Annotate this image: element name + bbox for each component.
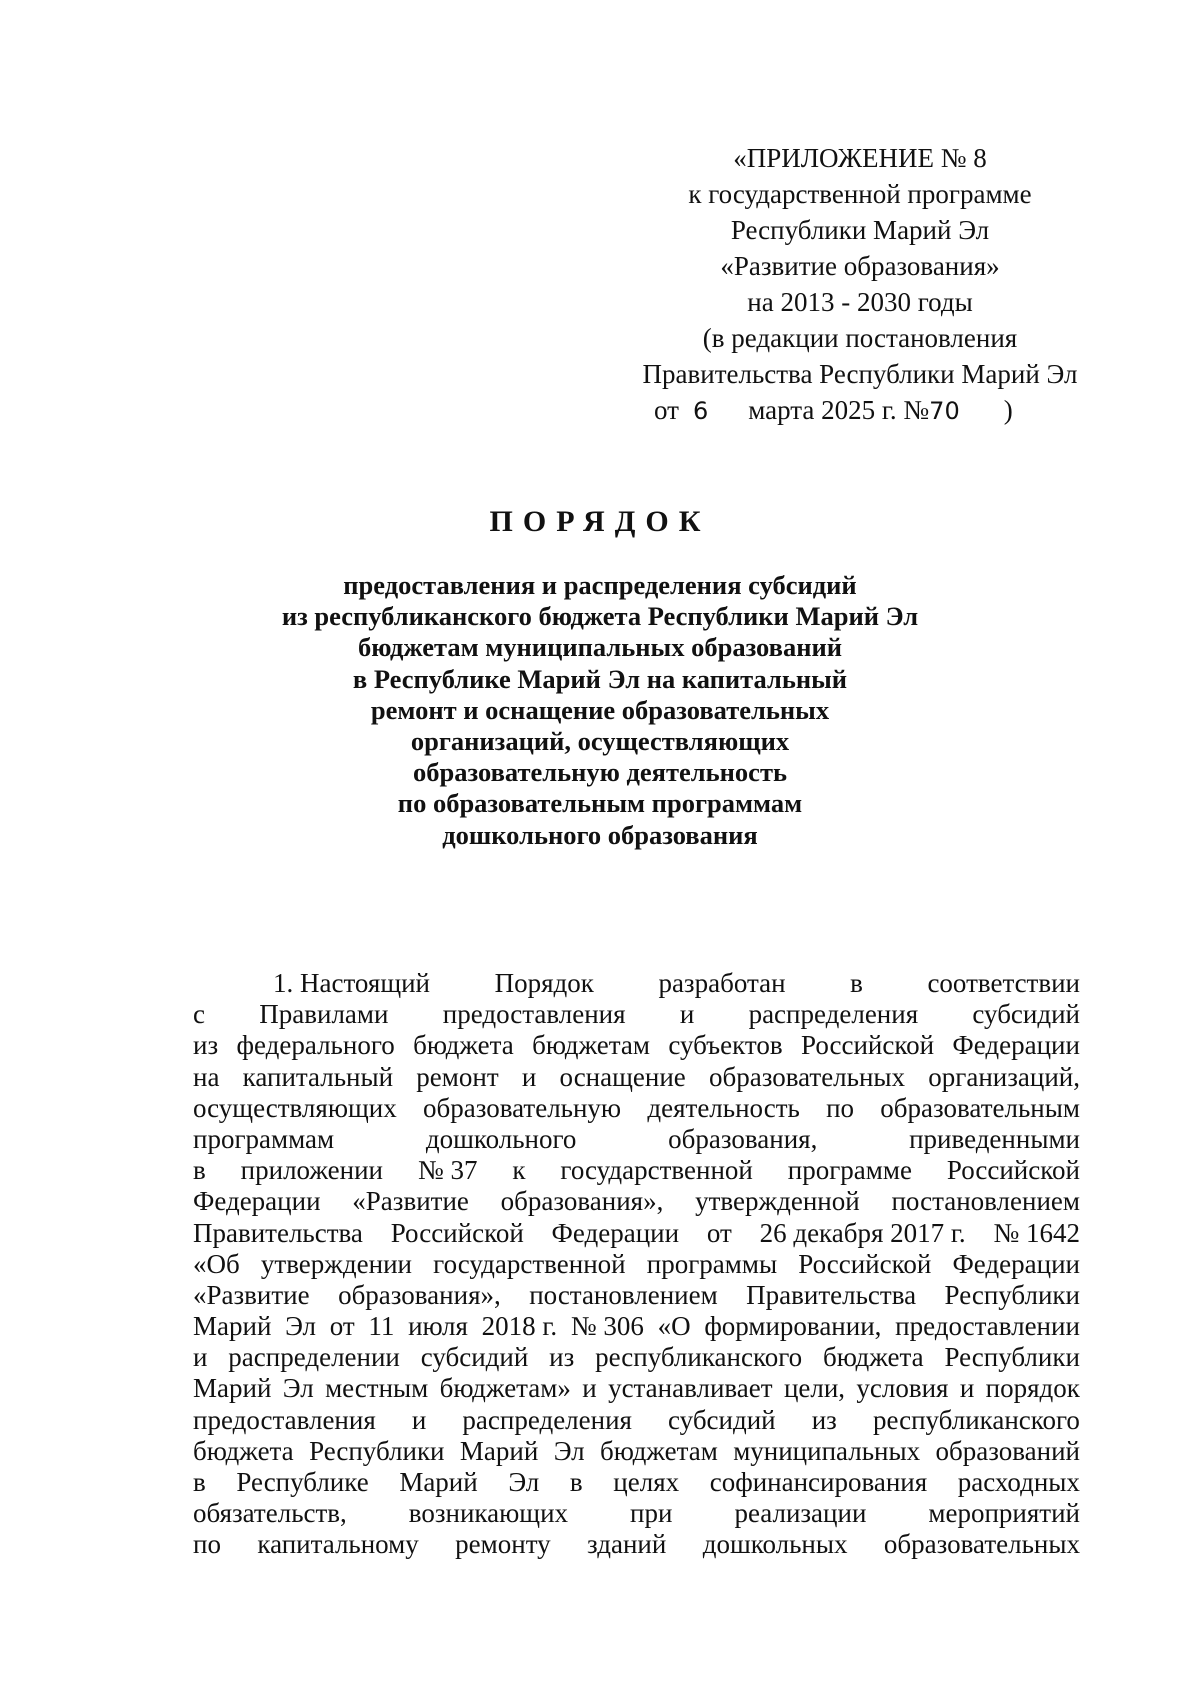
body-word: расходных	[957, 1467, 1080, 1497]
body-word: Республики	[309, 1435, 445, 1466]
body-word: от	[329, 1311, 355, 1342]
body-word: обязательств,	[193, 1498, 347, 1529]
body-word: Эл	[282, 1373, 314, 1404]
body-word: целях	[613, 1467, 680, 1497]
body-word: программе	[787, 1155, 912, 1186]
body-line	[193, 1342, 1080, 1373]
body-word: Республики	[944, 1342, 1080, 1373]
body-word: и	[521, 1061, 537, 1092]
body-word: Федерации	[952, 1030, 1080, 1061]
body-word: по	[193, 1529, 221, 1560]
body-word: при	[630, 1498, 673, 1529]
body-word: предоставления	[193, 1404, 376, 1435]
body-word: Российской	[390, 1217, 524, 1248]
body-word: субъектов	[668, 1030, 783, 1061]
body-word: Федерации	[952, 1248, 1080, 1279]
subtitle-line: по образовательным программам	[397, 788, 803, 819]
body-word: зданий	[587, 1529, 667, 1560]
body-word: Правилами	[259, 999, 389, 1030]
body-word: приведенными	[909, 1123, 1080, 1154]
body-word: софинансирования	[709, 1467, 928, 1497]
body-word: образования»,	[500, 1186, 664, 1217]
body-word: к	[512, 1155, 526, 1186]
body-word: июля	[408, 1311, 468, 1342]
body-word: Республики	[944, 1279, 1080, 1310]
appendix-line: (в редакции постановления	[702, 323, 1018, 353]
body-word: федерального	[236, 1030, 395, 1061]
body-word: осуществляющих	[193, 1092, 397, 1123]
body-word: ремонт	[416, 1061, 499, 1092]
body-word: бюджета	[193, 1435, 294, 1466]
body-word: и	[679, 999, 695, 1030]
body-word: № 1642	[993, 1217, 1080, 1248]
body-word: формировании,	[704, 1311, 882, 1342]
body-word: ремонту	[455, 1529, 551, 1560]
body-word: «Развитие	[193, 1279, 310, 1310]
body-word: соответствии	[927, 968, 1080, 998]
body-word: утверждении	[260, 1248, 413, 1279]
body-line	[193, 1498, 1080, 1529]
body-line	[193, 1405, 1080, 1436]
body-word: оснащение	[559, 1061, 686, 1092]
appendix-line: к государственной программе	[688, 179, 1032, 209]
body-line	[193, 1529, 1080, 1560]
appendix-header	[600, 140, 1120, 429]
body-word: приложении	[240, 1155, 384, 1186]
body-word: и	[193, 1342, 208, 1373]
body-line	[193, 1155, 1080, 1186]
body-word: местным	[325, 1373, 429, 1404]
body-line	[193, 1280, 1080, 1311]
body-word: образовательных	[883, 1529, 1080, 1560]
body-word: Эл	[508, 1467, 540, 1497]
body-line	[193, 1249, 1080, 1280]
subtitle-line: дошкольного образования	[442, 819, 758, 850]
body-line	[193, 1311, 1080, 1342]
body-word: в	[193, 1155, 206, 1186]
body-word: образовательным	[880, 1092, 1080, 1123]
body-line	[193, 1436, 1080, 1467]
body-word: субсидий	[668, 1404, 776, 1435]
body-word: Марий	[399, 1467, 478, 1497]
body-word: Порядок	[494, 968, 594, 998]
body-word: Федерации	[193, 1186, 321, 1217]
subtitle-line: предоставления и распределения субсидий	[343, 570, 857, 600]
body-word: дошкольного	[425, 1123, 577, 1154]
body-word: 26 декабря 2017 г.	[759, 1217, 966, 1248]
date-day: 6	[692, 397, 709, 425]
body-word: утвержденной	[695, 1186, 860, 1217]
body-word: цели,	[783, 1373, 846, 1404]
subtitle-line: образовательную деятельность	[413, 757, 787, 788]
body-word: и	[582, 1373, 597, 1404]
body-word: порядок	[985, 1373, 1080, 1404]
body-word: и	[411, 1404, 427, 1435]
body-line	[193, 1062, 1080, 1093]
body-word: предоставления	[442, 999, 626, 1030]
subtitle-line: в Республике Марий Эл на капитальный	[352, 663, 848, 694]
body-word: возникающих	[408, 1498, 569, 1529]
body-word: Правительства	[746, 1279, 917, 1310]
body-word: образований	[935, 1435, 1080, 1466]
body-line	[193, 1030, 1080, 1061]
body-word: бюджета	[413, 1030, 514, 1061]
body-word: «О	[657, 1311, 691, 1342]
body-word: № 306	[570, 1311, 644, 1342]
body-word: распределении	[228, 1342, 400, 1373]
body-word: бюджета	[822, 1342, 924, 1373]
subtitle-line: из республиканского бюджета Республики Марий Эл	[281, 601, 919, 632]
subtitle-line: организаций, осуществляющих	[410, 726, 790, 757]
body-word: разработан	[658, 968, 786, 998]
body-word: государственной	[433, 1248, 626, 1279]
body-word: бюджетам»	[439, 1373, 571, 1404]
body-word: распределения	[462, 1404, 632, 1435]
body-word: образовательных	[708, 1061, 906, 1092]
body-word: образовательную	[423, 1092, 622, 1123]
body-line	[193, 999, 1080, 1030]
body-word: распределения	[748, 999, 919, 1030]
body-word: субсидий	[972, 999, 1080, 1030]
body-word: дошкольных	[702, 1529, 848, 1560]
body-line	[193, 968, 1080, 999]
body-word: Эл	[285, 1311, 317, 1342]
body-word: бюджетам	[532, 1030, 650, 1061]
body-word: № 37	[417, 1155, 478, 1186]
body-word: от	[706, 1217, 732, 1248]
body-word: из	[549, 1342, 575, 1373]
body-word: Российской	[798, 1248, 932, 1279]
body-word: постановлением	[529, 1279, 718, 1310]
body-line	[193, 1373, 1080, 1404]
body-word: бюджетам	[600, 1435, 718, 1466]
body-word: программам	[193, 1123, 335, 1154]
appendix-line: Республики Марий Эл	[730, 215, 990, 245]
body-word: на	[193, 1061, 220, 1092]
subtitle-line: ремонт и оснащение образовательных	[370, 694, 830, 725]
body-line	[193, 1467, 1080, 1498]
body-word: предоставлении	[895, 1311, 1080, 1342]
body-word: образования,	[668, 1123, 818, 1154]
date-number: 70	[929, 397, 960, 425]
body-word: Республике	[236, 1467, 369, 1497]
body-word: Марий	[193, 1373, 272, 1404]
body-word: Эл	[553, 1435, 585, 1466]
body-word: субсидий	[420, 1342, 529, 1373]
body-paragraph	[193, 968, 1080, 1561]
body-word: капитальному	[257, 1529, 419, 1560]
appendix-date-line	[600, 392, 1120, 429]
body-line	[193, 1124, 1080, 1155]
document-title: ПОРЯДОК	[489, 505, 711, 538]
body-line	[193, 1186, 1080, 1217]
subtitle-line: бюджетам муниципальных образований	[357, 632, 843, 663]
body-word: Марий	[193, 1311, 272, 1342]
appendix-line: на 2013 - 2030 годы	[747, 287, 973, 317]
body-word: государственной	[560, 1155, 753, 1186]
body-word: организаций,	[928, 1061, 1080, 1092]
body-word: 2018 г.	[481, 1311, 558, 1342]
body-word: 1. Настоящий	[273, 968, 431, 998]
body-word: Правительства	[193, 1217, 363, 1248]
date-rest: марта 2025 г. №	[748, 395, 930, 425]
body-word: «Развитие	[352, 1186, 469, 1217]
body-word: «Об	[193, 1248, 240, 1279]
date-close: )	[1003, 395, 1013, 425]
body-word: реализации	[734, 1498, 867, 1529]
body-word: программы	[646, 1248, 778, 1279]
body-word: республиканского	[595, 1342, 803, 1373]
body-word: Российской	[800, 1030, 935, 1061]
body-line	[193, 1218, 1080, 1249]
body-word: постановлением	[891, 1186, 1080, 1217]
body-word: деятельность	[647, 1092, 800, 1123]
body-word: образования»,	[338, 1279, 501, 1310]
date-prefix: от	[654, 395, 679, 425]
body-word: в	[569, 1467, 583, 1497]
body-word: по	[826, 1092, 855, 1123]
body-word: в	[850, 968, 863, 998]
body-word: мероприятий	[928, 1498, 1080, 1529]
body-word: и	[959, 1373, 975, 1404]
body-word: Марий	[459, 1435, 539, 1466]
body-word: республиканского	[872, 1404, 1080, 1435]
body-word: муниципальных	[733, 1435, 921, 1466]
body-word: Федерации	[551, 1217, 680, 1248]
body-word: капитальный	[242, 1061, 394, 1092]
body-word: с	[193, 999, 205, 1030]
body-line	[193, 1093, 1080, 1124]
body-word: устанавливает	[608, 1373, 773, 1404]
body-word: условия	[856, 1373, 949, 1404]
body-word: Российской	[946, 1155, 1080, 1186]
appendix-line: Правительства Республики Марий Эл	[642, 359, 1078, 389]
appendix-line: «Развитие образования»	[720, 251, 1000, 281]
document-subtitle	[200, 570, 1000, 851]
body-word: 11	[368, 1311, 395, 1342]
body-word: из	[193, 1030, 219, 1061]
appendix-line: «ПРИЛОЖЕНИЕ № 8	[733, 143, 987, 173]
body-word: из	[811, 1404, 837, 1435]
body-word: в	[193, 1467, 206, 1497]
